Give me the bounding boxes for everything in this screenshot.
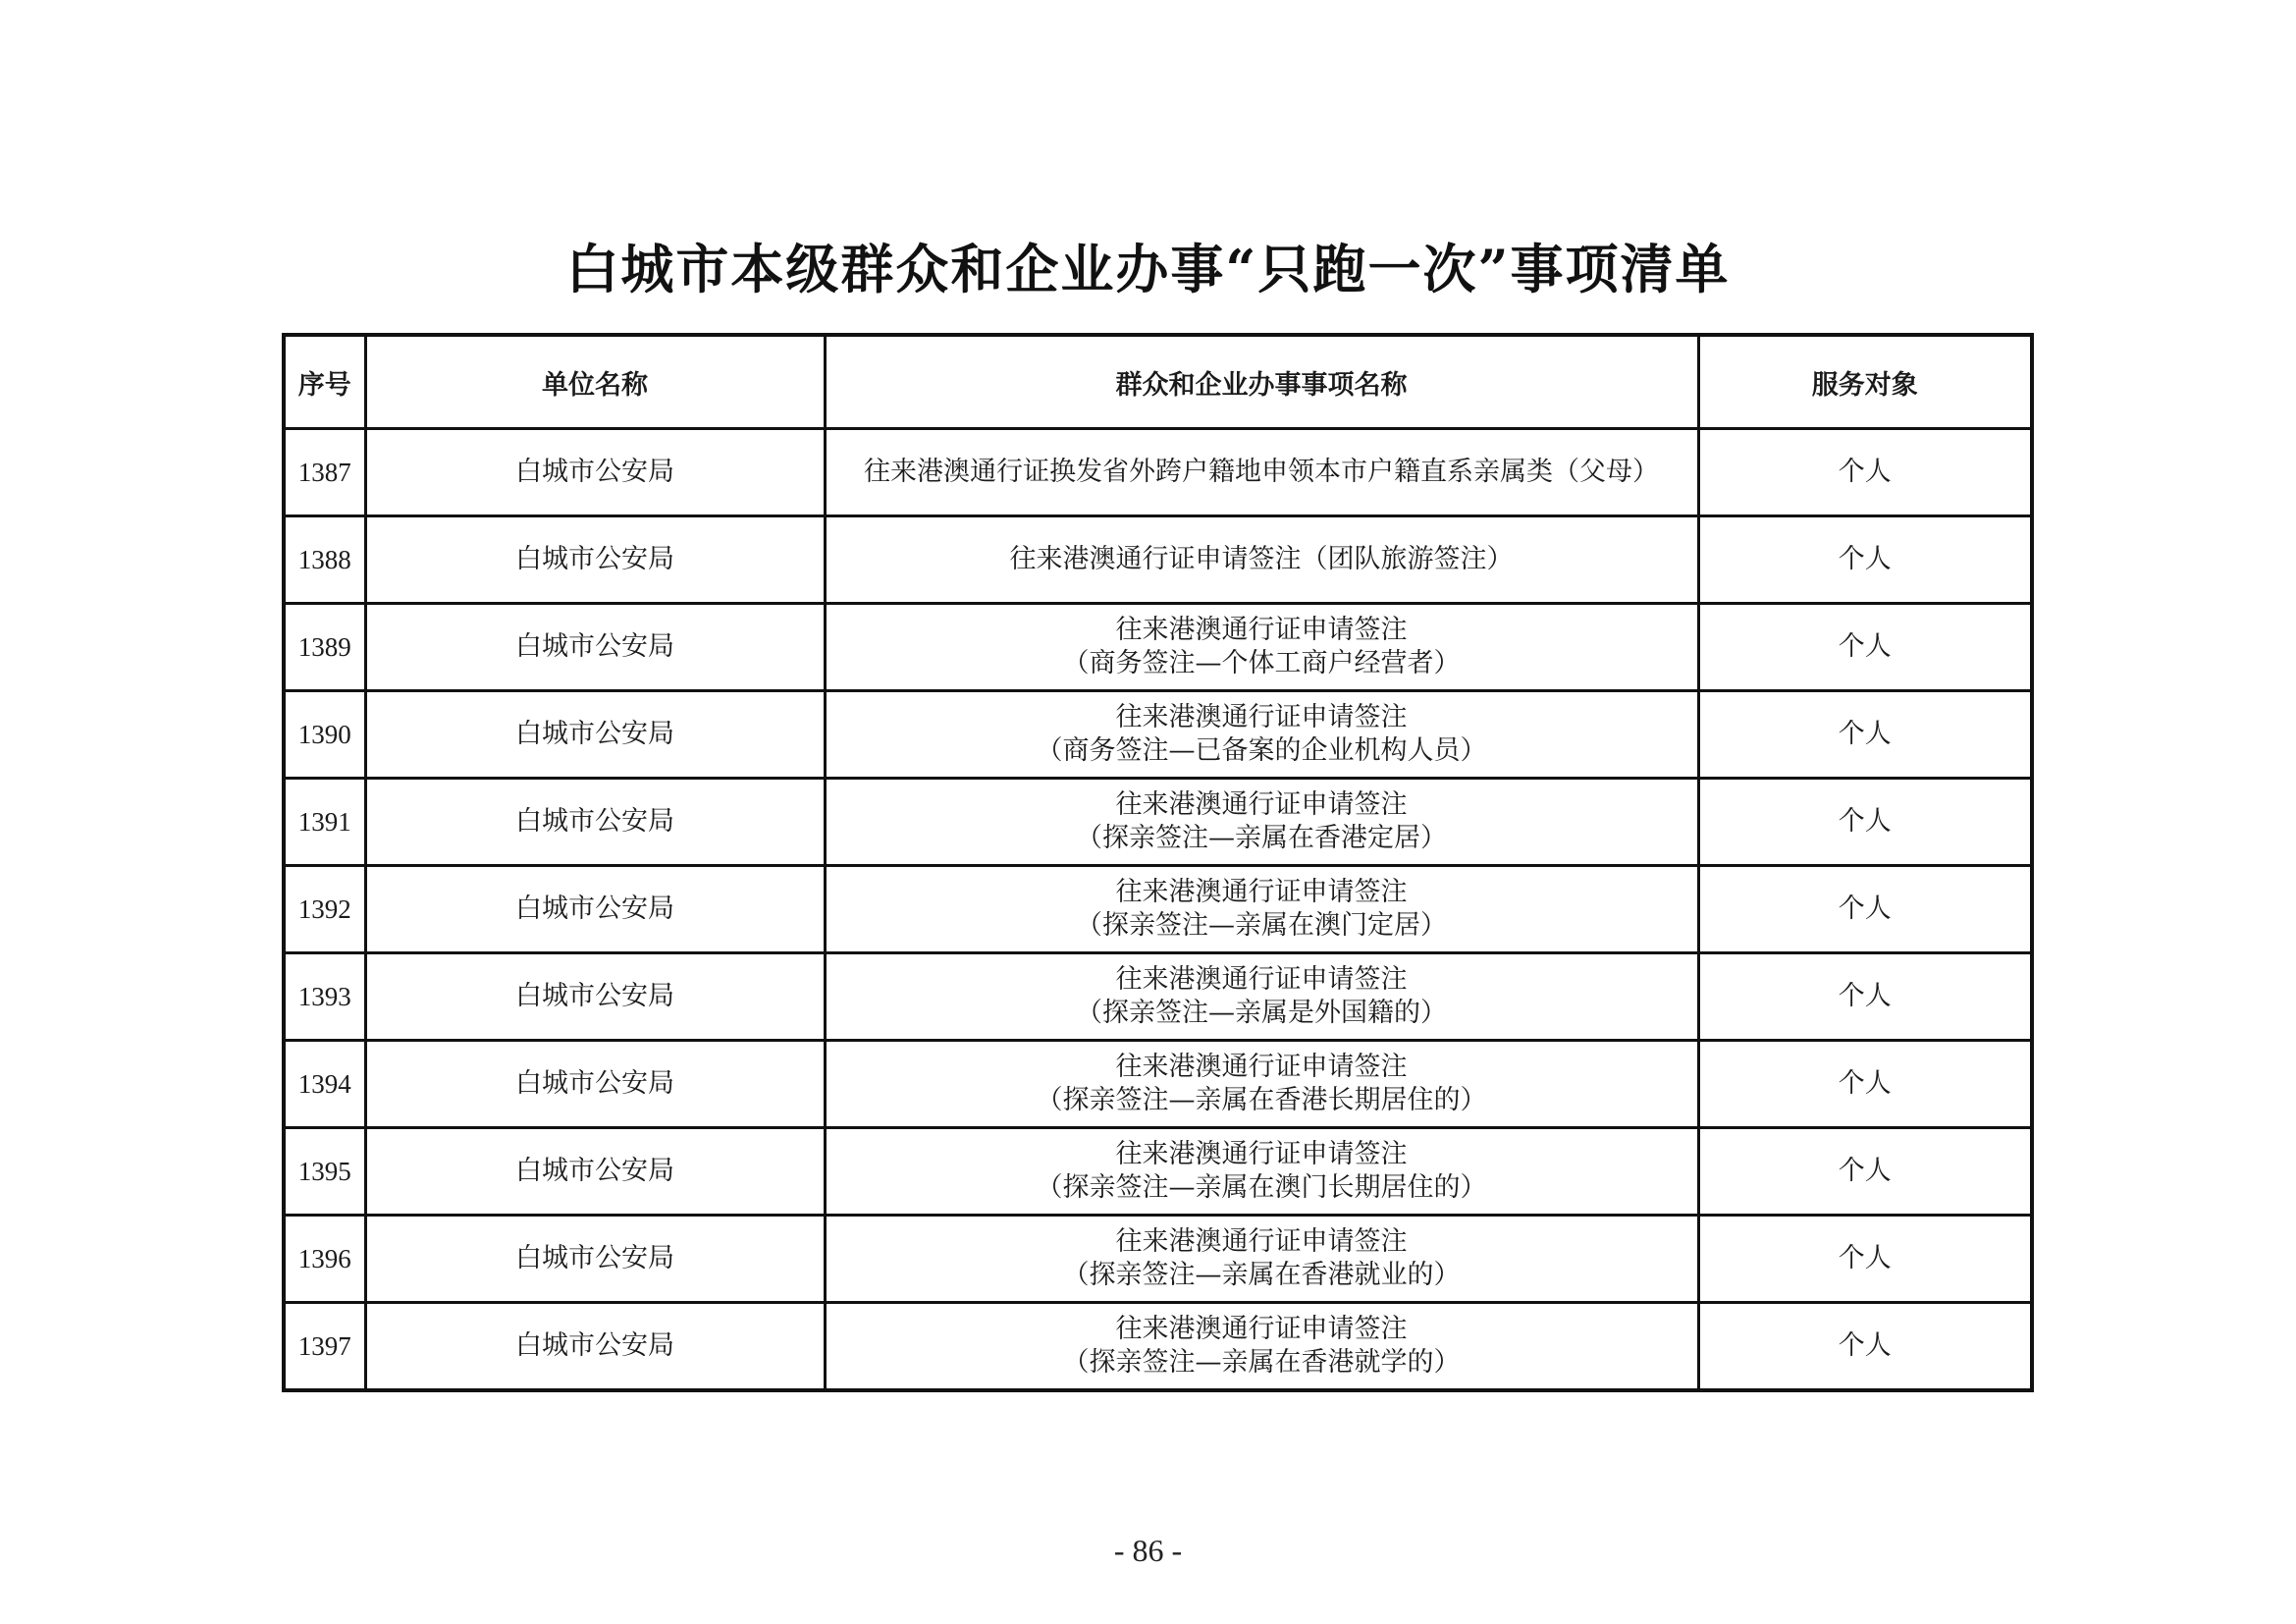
- table-row: [284, 691, 2032, 779]
- row-item-line1: 往来港澳通行证申请签注（团队旅游签注）: [1009, 544, 1514, 574]
- service-items-table: [282, 333, 2034, 1392]
- row-item-line2: （探亲签注—亲属是外国籍的）: [1076, 998, 1447, 1028]
- row-target: 个人: [1698, 429, 2032, 516]
- row-index: 1397: [284, 1303, 365, 1391]
- row-target: 个人: [1698, 516, 2032, 604]
- row-item: [825, 779, 1698, 866]
- row-unit: 白城市公安局: [365, 604, 825, 691]
- row-target: 个人: [1698, 953, 2032, 1041]
- row-item-line2: （探亲签注—亲属在香港长期居住的）: [1036, 1085, 1487, 1115]
- table-row: [284, 1303, 2032, 1391]
- row-index: 1396: [284, 1216, 365, 1303]
- table-row: [284, 779, 2032, 866]
- row-index: 1395: [284, 1128, 365, 1216]
- row-item-line1: 往来港澳通行证申请签注: [1115, 877, 1408, 907]
- row-target: 个人: [1698, 691, 2032, 779]
- row-index: 1390: [284, 691, 365, 779]
- row-target: 个人: [1698, 1216, 2032, 1303]
- row-target: 个人: [1698, 1303, 2032, 1391]
- row-unit: 白城市公安局: [365, 1128, 825, 1216]
- table-row: [284, 604, 2032, 691]
- row-index: 1392: [284, 866, 365, 953]
- row-item-line1: 往来港澳通行证申请签注: [1115, 964, 1408, 995]
- row-unit: 白城市公安局: [365, 953, 825, 1041]
- table-row: [284, 429, 2032, 516]
- page-number: - 86 -: [1113, 1533, 1183, 1568]
- page-title: 白城市本级群众和企业办事“只跑一次”事项清单: [565, 238, 1731, 300]
- row-unit: 白城市公安局: [365, 1041, 825, 1128]
- row-item: [825, 429, 1698, 516]
- row-target: 个人: [1698, 604, 2032, 691]
- row-item: [825, 953, 1698, 1041]
- row-index: 1391: [284, 779, 365, 866]
- row-item-line1: 往来港澳通行证申请签注: [1115, 1052, 1408, 1082]
- table-row: [284, 1216, 2032, 1303]
- row-item-line1: 往来港澳通行证申请签注: [1115, 1139, 1408, 1169]
- row-item-line1: 往来港澳通行证申请签注: [1115, 1226, 1408, 1257]
- row-item: [825, 691, 1698, 779]
- row-item: [825, 604, 1698, 691]
- row-item-line2: （探亲签注—亲属在香港定居）: [1076, 823, 1447, 853]
- header-index: 序号: [284, 335, 365, 429]
- row-item: [825, 1303, 1698, 1391]
- row-unit: 白城市公安局: [365, 1216, 825, 1303]
- row-item-line2: （探亲签注—亲属在澳门长期居住的）: [1036, 1172, 1487, 1203]
- table-row: [284, 866, 2032, 953]
- row-unit: 白城市公安局: [365, 866, 825, 953]
- row-item: [825, 516, 1698, 604]
- row-unit: 白城市公安局: [365, 429, 825, 516]
- row-item-line1: 往来港澳通行证申请签注: [1115, 789, 1408, 820]
- row-item-line2: （探亲签注—亲属在香港就业的）: [1062, 1260, 1461, 1290]
- row-unit: 白城市公安局: [365, 779, 825, 866]
- row-item-line1: 往来港澳通行证换发省外跨户籍地申领本市户籍直系亲属类（父母）: [864, 457, 1659, 487]
- row-item-line1: 往来港澳通行证申请签注: [1115, 1314, 1408, 1344]
- table-row: [284, 1128, 2032, 1216]
- table-header-row: [284, 335, 2032, 429]
- row-item-line2: （商务签注—已备案的企业机构人员）: [1036, 735, 1487, 766]
- header-target: 服务对象: [1698, 335, 2032, 429]
- row-index: 1387: [284, 429, 365, 516]
- row-item-line1: 往来港澳通行证申请签注: [1115, 702, 1408, 732]
- row-item: [825, 1216, 1698, 1303]
- row-item-line1: 往来港澳通行证申请签注: [1115, 615, 1408, 645]
- row-item: [825, 866, 1698, 953]
- header-unit: 单位名称: [365, 335, 825, 429]
- row-index: 1388: [284, 516, 365, 604]
- row-item: [825, 1041, 1698, 1128]
- table-row: [284, 953, 2032, 1041]
- header-item: 群众和企业办事事项名称: [825, 335, 1698, 429]
- row-target: 个人: [1698, 1041, 2032, 1128]
- row-unit: 白城市公安局: [365, 516, 825, 604]
- row-item-line2: （探亲签注—亲属在香港就学的）: [1062, 1347, 1461, 1378]
- row-unit: 白城市公安局: [365, 691, 825, 779]
- row-index: 1389: [284, 604, 365, 691]
- table-row: [284, 516, 2032, 604]
- row-index: 1394: [284, 1041, 365, 1128]
- row-item: [825, 1128, 1698, 1216]
- row-unit: 白城市公安局: [365, 1303, 825, 1391]
- table-row: [284, 1041, 2032, 1128]
- row-item-line2: （探亲签注—亲属在澳门定居）: [1076, 910, 1447, 941]
- row-target: 个人: [1698, 1128, 2032, 1216]
- row-target: 个人: [1698, 779, 2032, 866]
- row-index: 1393: [284, 953, 365, 1041]
- row-target: 个人: [1698, 866, 2032, 953]
- row-item-line2: （商务签注—个体工商户经营者）: [1062, 648, 1461, 678]
